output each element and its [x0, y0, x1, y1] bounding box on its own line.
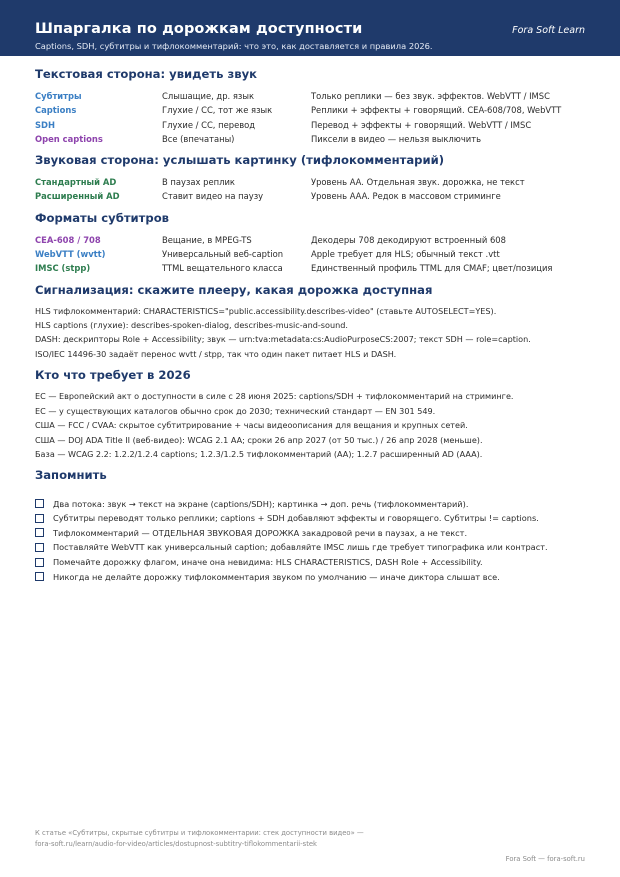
- table-row: [35, 118, 595, 132]
- row-audience: Универсальный веб-caption: [162, 249, 284, 260]
- brand-label: Fora Soft Learn: [512, 25, 585, 36]
- row-description: Реплики + эффекты + говорящий. CEA-608/708, WebVTT: [311, 105, 562, 116]
- checklist-item: [35, 555, 595, 570]
- row-name: Open captions: [35, 133, 103, 144]
- checkbox-icon[interactable]: [35, 514, 44, 523]
- row-name: Субтитры: [35, 91, 82, 101]
- page-subtitle: Captions, SDH, субтитры и тифлокомментарий: что это, как доставляется и правила 2026.: [35, 41, 433, 51]
- checkbox-icon[interactable]: [35, 558, 44, 567]
- row-name: Captions: [35, 105, 77, 116]
- text-line: HLS тифлокомментарий: CHARACTERISTICS="public.accessibility.describes-video" (ставьте AUTOSELECT=YES).: [35, 305, 497, 316]
- text-line: США — FCC / CVAA: скрытое субтитрирование + часы видеоописания для вещания и крупных сетей.: [35, 420, 468, 431]
- text-side-table: [35, 89, 595, 146]
- checkbox-icon[interactable]: [35, 572, 44, 581]
- row-description: Apple требует для HLS; обычный текст .vtt: [311, 249, 500, 260]
- remember-checklist: [35, 496, 595, 584]
- row-description: Уровень AAA. Редок в массовом стриминге: [311, 191, 501, 202]
- row-audience: В паузах реплик: [162, 177, 235, 188]
- checklist-item-text: Два потока: звук → текст на экране (captions/SDH); картинка → доп. речь (тифлокомментарий).: [53, 498, 469, 509]
- text-line: База — WCAG 2.2: 1.2.2/1.2.4 captions; 1.2.3/1.2.5 тифлокомментарий (AA); 1.2.7 расширенный AD (AAA).: [35, 448, 483, 459]
- row-description: Декодеры 708 декодируют встроенный 608: [311, 234, 506, 245]
- section-title-audio-side: Звуковая сторона: услышать картинку (тифлокомментарий): [35, 153, 445, 168]
- checklist-item: [35, 540, 595, 555]
- row-name: SDH: [35, 119, 55, 130]
- footer-reference: [35, 828, 364, 849]
- formats-table: [35, 233, 595, 276]
- checklist-item: [35, 526, 595, 541]
- row-audience: Глухие / CC, перевод: [162, 119, 256, 130]
- table-row: [35, 233, 595, 247]
- table-row: [35, 247, 595, 261]
- checklist-item-text: Помечайте дорожку флагом, иначе она невидима: HLS CHARACTERISTICS, DASH Role + Accessibility.: [53, 557, 483, 567]
- table-row: [35, 103, 595, 117]
- text-line: США — DOJ ADA Title II (веб-видео): WCAG 2.1 AA; сроки 26 апр 2027 (от 50 тыс.) / 26 апр 2028 (меньше).: [35, 434, 483, 445]
- text-line: DASH: дескрипторы Role + Accessibility; звук — urn:tva:metadata:cs:AudioPurposeCS:2007; текст SDH — role=caption.: [35, 334, 531, 345]
- row-name: Расширенный AD: [35, 191, 120, 202]
- checklist-item-text: Тифлокомментарий — ОТДЕЛЬНАЯ ЗВУКОВАЯ ДОРОЖКА закадровой речи в паузах, а не текст.: [53, 527, 468, 538]
- requirements-lines: [35, 389, 595, 461]
- section-title-remember: Запомнить: [35, 468, 107, 483]
- section-title-formats: Форматы субтитров: [35, 210, 169, 225]
- section-title-requirements: Кто что требует в 2026: [35, 368, 191, 383]
- checklist-item-text: Никогда не делайте дорожку тифлокомментария звуком по умолчанию — иначе диктора слышат все.: [53, 571, 500, 582]
- checkbox-icon[interactable]: [35, 543, 44, 552]
- checklist-item: [35, 496, 595, 511]
- row-audience: TTML вещательного класса: [162, 263, 283, 274]
- checklist-item-text: Субтитры переводят только реплики; captions + SDH добавляют эффекты и говорящего. Субтитры != captions.: [53, 513, 539, 524]
- text-line: ЕС — у существующих каталогов обычно срок до 2030; технический стандарт — EN 301 549.: [35, 405, 436, 416]
- text-line: ЕС — Европейский акт о доступности в силе с 28 июня 2025: captions/SDH + тифлокомментарий на стриминге.: [35, 391, 514, 402]
- audio-side-table: [35, 175, 595, 204]
- checkbox-icon[interactable]: [35, 499, 44, 508]
- row-description: Пиксели в видео — нельзя выключить: [311, 133, 482, 144]
- row-audience: Глухие / CC, тот же язык: [162, 105, 273, 116]
- page-title: Шпаргалка по дорожкам доступности: [35, 21, 363, 37]
- row-audience: Вещание, в MPEG-TS: [162, 234, 252, 245]
- table-row: [35, 261, 595, 275]
- row-name: IMSC (stpp): [35, 263, 91, 274]
- table-row: [35, 175, 595, 189]
- row-name: CEA-608 / 708: [35, 234, 101, 245]
- checklist-item-text: Поставляйте WebVTT как универсальный caption; добавляйте IMSC лишь где требует типографика или контраст.: [53, 542, 548, 553]
- footer-brand: Fora Soft — fora-soft.ru: [505, 855, 585, 863]
- section-title-signaling: Сигнализация: скажите плееру, какая дорожка доступная: [35, 282, 433, 297]
- table-row: [35, 89, 595, 103]
- footer-url[interactable]: fora-soft.ru/learn/audio-for-video/articles/dostupnost-subtitry-tiflokommentarii-stek: [35, 839, 317, 848]
- row-name: Стандартный AD: [35, 177, 117, 188]
- row-description: Только реплики — без звук. эффектов. WebVTT / IMSC: [311, 91, 550, 101]
- row-description: Единственный профиль TTML для CMAF; цвет/позиция: [311, 263, 553, 274]
- row-audience: Все (впечатаны): [162, 133, 235, 144]
- table-row: [35, 189, 595, 203]
- text-line: HLS captions (глухие): describes-spoken-dialog, describes-music-and-sound.: [35, 320, 348, 331]
- row-description: Перевод + эффекты + говорящий. WebVTT / IMSC: [311, 119, 532, 130]
- row-audience: Ставит видео на паузу: [162, 191, 264, 202]
- checkbox-icon[interactable]: [35, 528, 44, 537]
- row-name: WebVTT (wvtt): [35, 249, 106, 260]
- cheatsheet-content: [35, 67, 595, 584]
- page-header: [0, 0, 620, 56]
- text-line: ISO/IEC 14496-30 задаёт перенос wvtt / stpp, так что один пакет питает HLS и DASH.: [35, 348, 397, 359]
- footer-article-line: К статье «Субтитры, скрытые субтитры и тифлокомментарии: стек доступности видео» —: [35, 829, 364, 837]
- section-title-text-side: Текстовая сторона: увидеть звук: [35, 67, 257, 81]
- checklist-item: [35, 511, 595, 526]
- row-description: Уровень AA. Отдельная звук. дорожка, не текст: [311, 177, 525, 188]
- row-audience: Слышащие, др. язык: [162, 91, 255, 101]
- table-row: [35, 132, 595, 146]
- checklist-item: [35, 569, 595, 584]
- signaling-lines: [35, 304, 595, 362]
